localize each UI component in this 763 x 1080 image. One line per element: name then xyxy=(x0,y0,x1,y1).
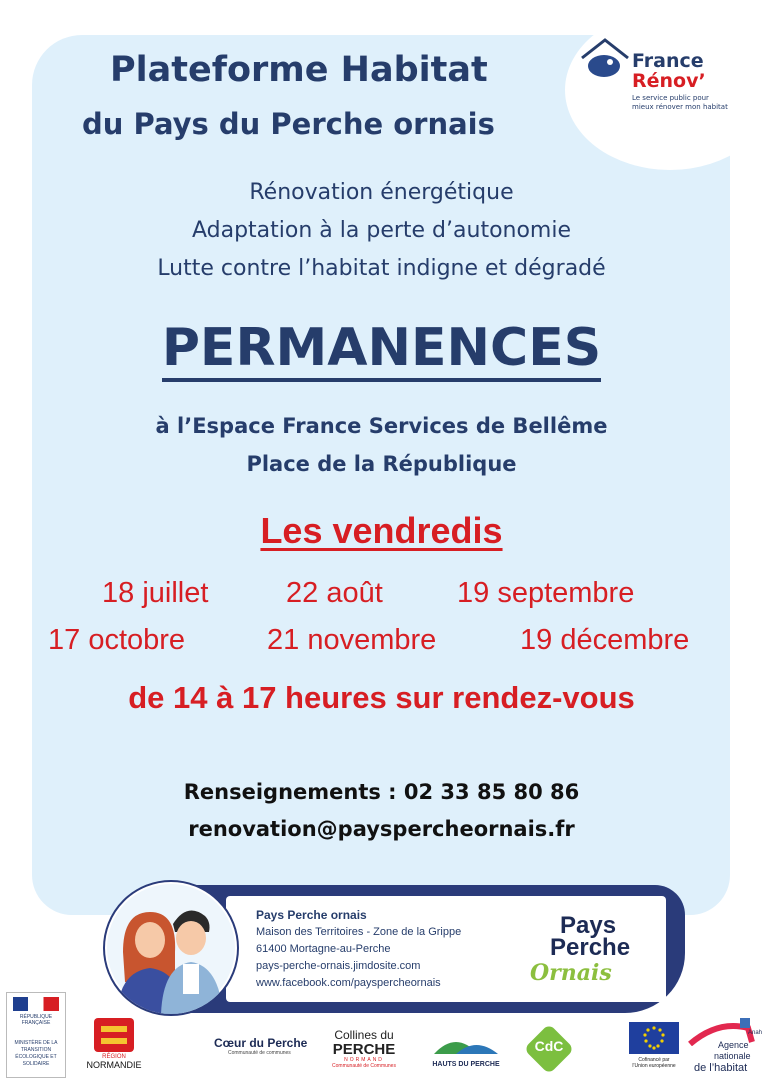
anah-text2: nationale xyxy=(714,1051,751,1061)
collines-text2: PERCHE xyxy=(332,1041,396,1058)
day-heading xyxy=(0,510,763,552)
people-icon xyxy=(105,882,237,1014)
anah-text1: Agence xyxy=(718,1040,749,1050)
location-line2: Place de la République xyxy=(246,452,517,476)
region-text: RÉGION xyxy=(102,1054,126,1060)
hours-text: de 14 à 17 heures sur rendez-vous xyxy=(128,680,635,715)
cdc-logo xyxy=(522,1022,576,1076)
contact-phone: Renseignements : 02 33 85 80 86 xyxy=(183,780,580,804)
hauts-du-perche-logo xyxy=(416,1026,516,1072)
hauts-text: HAUTS DU PERCHE xyxy=(432,1061,500,1068)
collines-text1: Collines du xyxy=(334,1028,394,1042)
eu-text2: l’Union européenne xyxy=(632,1063,676,1069)
normandie-lions-icon xyxy=(94,1018,134,1052)
topic-renovation: Rénovation énergétique xyxy=(249,180,514,205)
france-renov-word2: Rénov’ xyxy=(632,70,706,92)
date-item: 18 juillet xyxy=(102,577,209,609)
date-item: 19 septembre xyxy=(457,577,635,609)
permanences-heading xyxy=(0,318,763,378)
coeur-sub: Communauté de communes xyxy=(228,1050,291,1056)
footer-address1: Maison des Territoires - Zone de la Grippe xyxy=(256,926,462,938)
anah-text3: de l’habitat xyxy=(694,1062,748,1074)
coeur-text: Cœur du Perche xyxy=(214,1036,308,1050)
anah-logo xyxy=(688,1016,763,1078)
eu-text1: Cofinancé par xyxy=(638,1057,670,1063)
contact-email[interactable]: renovation@payspercheornais.fr xyxy=(188,817,575,841)
logo-ornais: Ornais xyxy=(530,960,612,986)
flag-icon xyxy=(13,997,59,1011)
footer-website[interactable]: pays-perche-ornais.jimdosite.com xyxy=(256,960,421,972)
location-line1: à l’Espace France Services de Bellême xyxy=(155,414,608,438)
cdc-text: CdC xyxy=(534,1038,564,1054)
logo-pays: Pays xyxy=(560,912,617,939)
hills-icon xyxy=(416,1026,516,1056)
topic-adaptation: Adaptation à la perte d’autonomie xyxy=(191,218,572,243)
title-line1: Plateforme Habitat xyxy=(110,50,488,90)
logo-perche: Perche xyxy=(550,934,631,961)
anah-tag: Anah xyxy=(748,1030,763,1036)
pays-perche-ornais-logo xyxy=(520,910,660,996)
date-item: 17 octobre xyxy=(48,624,186,656)
eu-logo xyxy=(624,1022,684,1078)
footer-address2: 61400 Mortagne-au-Perche xyxy=(256,943,391,955)
day-text: Les vendredis xyxy=(260,510,503,551)
collines-du-perche-logo xyxy=(322,1028,406,1076)
ministere-logo xyxy=(6,992,66,1078)
republique-text: RÉPUBLIQUE FRANÇAISE xyxy=(19,1014,53,1026)
title-line2: du Pays du Perche ornais xyxy=(82,107,495,141)
date-item: 21 novembre xyxy=(267,624,437,656)
permanences-text: PERMANENCES xyxy=(162,318,601,382)
region-normandie-logo xyxy=(80,1018,148,1078)
footer-org-name: Pays Perche ornais xyxy=(256,908,367,922)
date-item: 22 août xyxy=(286,577,383,609)
topic-habitat-indigne: Lutte contre l’habitat indigne et dégradé xyxy=(157,256,606,281)
france-renov-tagline: Le service public pour mieux rénover mon habitat xyxy=(632,94,728,111)
france-renov-word1: France xyxy=(632,50,704,72)
eu-flag-icon xyxy=(629,1022,679,1054)
collines-text4: Communauté de Communes xyxy=(332,1063,396,1069)
footer-facebook[interactable]: www.facebook.com/payspercheornais xyxy=(256,977,441,989)
advisors-illustration xyxy=(103,880,239,1016)
house-icon xyxy=(578,36,632,82)
normandie-text: NORMANDIE xyxy=(86,1060,142,1070)
date-item: 19 décembre xyxy=(520,624,690,656)
coeur-du-perche-logo xyxy=(214,1036,314,1070)
collines-text3: NORMAND xyxy=(344,1057,384,1063)
ministere-text: MINISTÈRE DE LA TRANSITION ÉCOLOGIQUE ET SOLIDAIRE xyxy=(14,1040,58,1067)
